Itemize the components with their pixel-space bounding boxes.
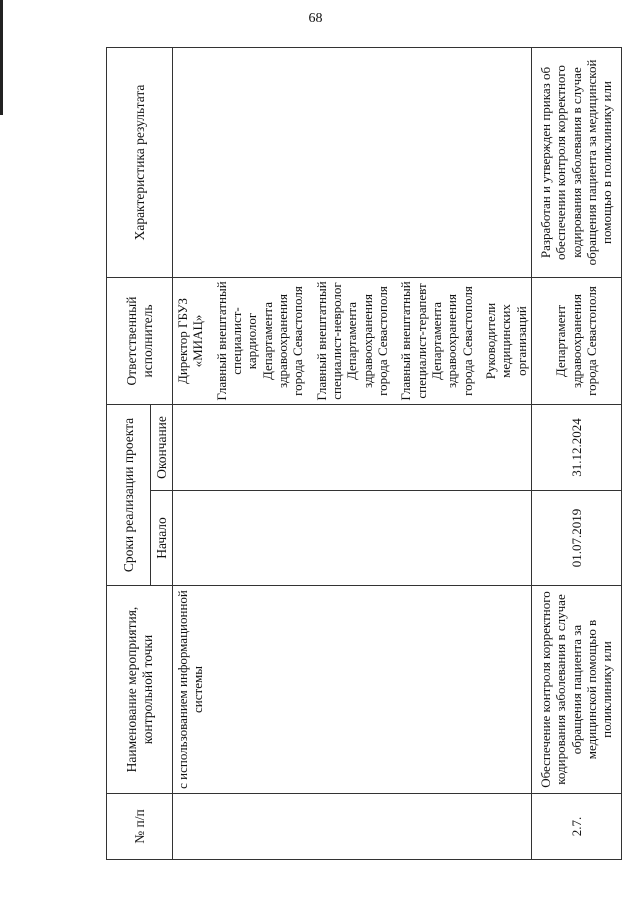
rotated-table-container [106,48,615,860]
row2-end: 31.12.2024 [531,405,621,491]
header-start: Начало [151,491,173,586]
row1-executor-5: Руководители медицинских организаций [482,302,529,380]
row1-executor-1: Директор ГБУЗ «МИАЦ» [175,297,206,385]
row1-executor-4: Главный внештатный специалист-терапевт Департамента здравоохранения города Севастополя [398,281,475,401]
table-row [173,48,532,860]
header-executor: Ответственный исполнитель [107,278,173,405]
table-row [531,48,621,860]
header-num: № п/п [107,794,173,860]
header-terms: Сроки реализации проекта [107,405,151,586]
header-result: Характеристика результата [107,48,173,278]
page-number: 68 [308,11,323,26]
header-end: Окончание [151,405,173,491]
row1-executors [173,278,532,405]
row2-executors [531,278,621,405]
measures-table [106,47,622,860]
row2-result: Разработан и утвержден приказ об обеспечении контроля корректного кодирования заболевания в случае обращения пациента за медицинской помощью в поликлинику или [531,48,621,278]
row1-start [173,491,532,586]
row1-executor-3: Главный внештатный специалист-невролог Департамента здравоохранения города Севастополя [313,281,390,401]
row2-num: 2.7. [531,794,621,860]
row1-end [173,405,532,491]
row2-name: Обеспечение контроля корректного кодирования заболевания в случае обращения пациента за медицинской помощью в поликлинику или [531,586,621,794]
header-row-top [107,48,151,860]
row2-executor-1: Департамент здравоохранения города Севастополя [553,286,600,396]
row1-name: с использованием информационной системы [173,586,532,794]
header-name: Наименование мероприятия, контрольной точки [107,586,173,794]
row1-executor-2: Главный внештатный специалист-кардиолог Департамента здравоохранения города Севастополя [213,281,306,401]
row1-num [173,794,532,860]
row2-start: 01.07.2019 [531,491,621,586]
row1-result [173,48,532,278]
